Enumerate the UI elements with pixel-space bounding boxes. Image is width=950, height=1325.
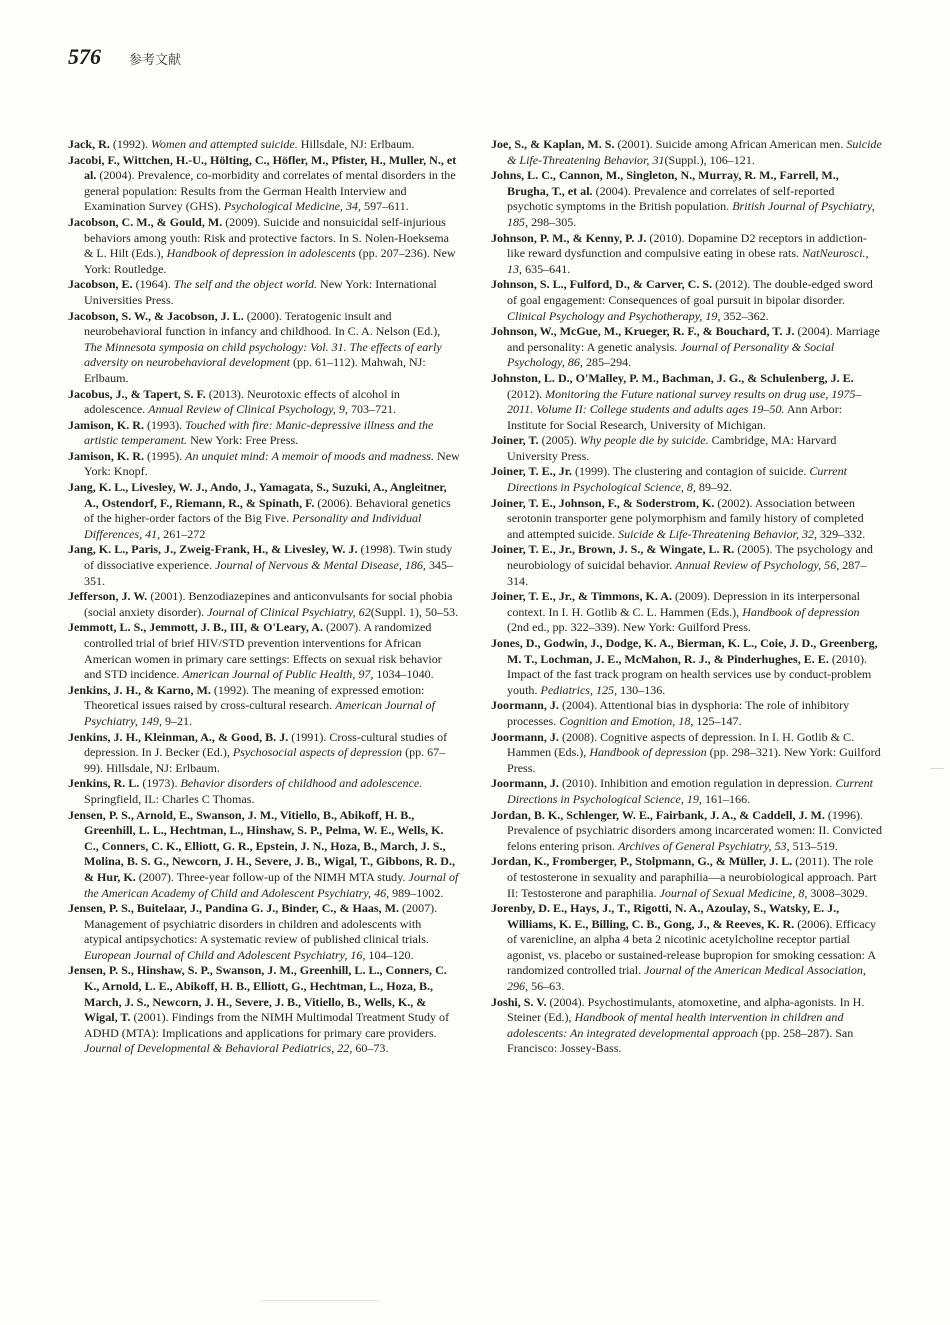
reference-italic-title: Current Directions in Psychological Science, 8, [507,464,848,495]
reference-text: 56–63. [528,979,565,994]
reference-text: Springfield, IL: Charles C Thomas. [84,791,255,806]
reference-text: (2012). The double-edged sword of goal engagement: Consequences of goal pursuit in bipolar disorder. [507,277,873,307]
reference-text: 1034–1040. [373,667,434,682]
reference-italic-title: Journal of the American Academy of Child and Adolescent Psychiatry, 46, [84,869,459,900]
reference-authors: Jamison, K. R. [68,417,144,432]
reference-entry [68,808,460,902]
reference-text: New York: Free Press. [187,433,299,448]
reference-entry [491,277,883,324]
reference-italic-title: Annual Review of Psychology, 56, [675,558,840,573]
reference-italic-title: Pediatrics, 125, [540,682,618,697]
reference-entry [491,776,883,807]
reference-italic-title: British Journal of Psychiatry, 185, [507,199,875,229]
reference-text: 3008–3029. [807,885,868,900]
reference-entry [491,901,883,995]
reference-entry [491,730,883,777]
reference-italic-title: Cognition and Emotion, 18, [559,713,694,728]
reference-text: (2009). Depression in its interpersonal context. In I. H. Gotlib & C. L. Hammen (Eds.), [507,589,860,619]
reference-authors: Johnson, W., McGue, M., Krueger, R. F., & Bouchard, T. J. [491,324,795,339]
reference-text: 130–136. [617,682,666,697]
reference-text: (2010). Impact of the fast track program on health services use by conduct-problem youth. [507,651,872,697]
reference-entry [68,683,460,730]
reference-authors: Johns, L. C., Cannon, M., Singleton, N., Murray, R. M., Farrell, M., Brugha, T., et al. [491,168,839,198]
reference-authors: Joiner, T. E., Jr. [491,464,572,479]
footer-rule [260,1300,380,1301]
reference-text: Cambridge, MA: Harvard University Press. [507,433,837,463]
reference-text: (2009). Suicide and nonsuicidal self-injurious behaviors among youth: Risk and protective factors. In S. Nolen-Hoeksema & L. Hilt (Eds.), [84,214,450,261]
reference-authors: Jordan, B. K., Schlenger, W. E., Fairbank, J. A., & Caddell, J. M. [491,807,825,822]
reference-entry [491,137,883,168]
reference-authors: Joormann, J. [491,698,559,713]
reference-text: (2004). Psychostimulants, atomoxetine, and alpha-agonists. In H. Steiner (Ed.), [507,994,865,1025]
section-title: 参考文献 [129,53,182,68]
reference-text: Hillsdale, NJ: Erlbaum. [297,137,415,151]
reference-text: (2004). Prevalence, co-morbidity and correlates of mental disorders in the general population: Results from the German Health Interview and Examination Survey (GHS). [84,168,456,214]
reference-text: (2000). Teratogenic insult and neurobehavioral function in infancy and childhood. In C. A. Nelson (Ed.), [84,308,441,339]
reference-authors: Joshi, S. V. [491,994,547,1009]
reference-entry [491,464,883,495]
reference-text: (Suppl.), 106–121. [664,152,755,167]
reference-text: 703–721. [347,402,397,417]
reference-authors: Jacobus, J., & Tapert, S. F. [68,386,206,401]
reference-entry [491,496,883,543]
reference-italic-title: Journal of Clinical Psychiatry, 62 [207,604,371,619]
reference-entry [68,730,460,777]
reference-text: New York: International Universities Press. [84,277,437,307]
reference-italic-title: Touched with fire: Manic-depressive illness and the artistic temperament. [84,417,434,448]
reference-italic-title: An unquiet mind: A memoir of moods and madness. [185,448,434,463]
reference-italic-title: American Journal of Public Health, 97, [182,667,374,682]
reference-authors: Jensen, P. S., Hinshaw, S. P., Swanson, J. M., Greenhill, L. L., Conners, C. K., Arnold, L. E., Abikoff, H. B., Elliott, G., Hechtman, L., Hoza, B., March, J. S., Newcorn, J. H., Severe, J. B., Vitiello, B., Wells, K., & Wigal, T. [68,963,447,1025]
reference-italic-title: NatNeurosci., 13, [507,246,869,276]
reference-authors: Jacobson, S. W., & Jacobson, J. L. [68,308,244,323]
reference-text: (2007). A randomized controlled trial of brief HIV/STD prevention interventions for African American women in primary care settings: Effects on sexual risk behavior and STD incidence. [84,620,442,682]
reference-text: 161–166. [701,791,751,806]
reference-entry [68,418,460,449]
reference-text: (2001). Suicide among African American men. [614,137,847,151]
reference-italic-title: Handbook of depression in adolescents [166,246,356,261]
reference-text: (1973). [139,776,181,791]
reference-text: (pp. 258–287). San Francisco: Jossey-Bass. [507,1025,854,1056]
reference-text: 352–362. [720,308,769,323]
reference-text: (2012). [507,386,546,401]
reference-italic-title: Suicide & Life-Threatening Behavior, 31 [507,137,882,167]
reference-entry [491,636,883,698]
reference-text: (1992). The meaning of expressed emotion: Theoretical issues raised by cross-cultural research. [84,682,425,713]
reference-authors: Jenkins, J. H., & Karno, M. [68,682,211,697]
reference-italic-title: Monitoring the Future national survey results on drug use, 1975–2011. Volume II: College students and adults ages 19–50. [507,386,862,417]
reference-entry [68,153,460,215]
reference-entry [491,854,883,901]
reference-text: (2002). Association between serotonin transporter gene polymorphism and family history of completed and attempted suicide. [507,495,864,541]
reference-entry [491,231,883,278]
reference-text: 9–21. [161,713,193,728]
reference-italic-title: The self and the object world. [173,277,317,292]
reference-authors: Jenkins, J. H., Kleinman, A., & Good, B. J. [68,729,289,744]
reference-authors: Jacobson, C. M., & Gould, M. [68,214,223,229]
reference-entry [491,371,883,433]
reference-text: (2007). Three-year follow-up of the NIMH MTA study. [135,869,409,884]
right-reference-column [491,137,883,1057]
reference-authors: Johnson, P. M., & Kenny, P. J. [491,230,647,245]
reference-italic-title: Handbook of depression [742,604,860,619]
reference-italic-title: European Journal of Child and Adolescent Psychiatry, 16, [84,947,366,962]
reference-text: (pp. 67–99). Hillsdale, NJ: Erlbaum. [84,745,446,775]
reference-authors: Jorenby, D. E., Hays, J., T., Rigotti, N. A., Azoulay, S., Watsky, E. J., Williams, K. E., Billing, C. B., Gong, J., & Reeves, K. R. [491,901,840,931]
reference-text: 635–641. [522,261,571,276]
reference-text: (pp. 207–236). New York: Routledge. [84,246,456,276]
reference-text: (2005). [538,433,580,448]
reference-authors: Jamison, K. R. [68,448,144,463]
reference-italic-title: Psychosocial aspects of depression [232,745,403,760]
reference-authors: Jemmott, L. S., Jemmott, J. B., III, & O'Leary, A. [68,620,323,635]
reference-text: (1998). Twin study of dissociative experience. [84,542,453,573]
reference-authors: Johnson, S. L., Fulford, D., & Carver, C. S. [491,277,713,292]
reference-italic-title: The Minnesota symposia on child psychology: Vol. 31. The effects of early adversity on neurobehavioral development [84,339,442,370]
reference-text: 989–1002. [389,885,444,900]
reference-text: (2005). The psychology and neurobiology of suicidal behavior. [507,542,873,573]
reference-text: (1999). The clustering and contagion of suicide. [572,464,810,479]
reference-authors: Joiner, T. [491,433,539,448]
reference-text: 345–351. [84,558,454,588]
reference-italic-title: Handbook of mental health intervention in children and adolescents: An integrated developmental approach [507,1010,844,1040]
reference-entry [68,480,460,542]
reference-text: 285–294. [582,355,632,370]
reference-authors: Jefferson, J. W. [68,589,148,604]
reference-entry [491,433,883,464]
reference-text: (pp. 61–112). Mahwah, NJ: Erlbaum. [84,355,426,385]
reference-entry [491,808,883,855]
reference-italic-title: American Journal of Psychiatry, 149, [84,698,435,728]
reference-text: (Suppl. 1), 50–53. [370,604,459,619]
reference-text: (2nd ed., pp. 322–339). New York: Guilford Press. [507,620,751,635]
margin-mark [930,768,944,769]
reference-text: (2010). Dopamine D2 receptors in addiction-like reward dysfunction and compulsive eating in obese rats. [507,230,867,261]
reference-text: (1991). Cross-cultural studies of depression. In J. Becker (Ed.), [84,729,448,760]
reference-text: 298–305. [528,214,577,229]
page-header [68,44,181,70]
reference-italic-title: Why people die by suicide. [579,433,709,448]
reference-authors: Johnston, L. D., O'Malley, P. M., Bachman, J. G., & Schulenberg, J. E. [491,370,854,385]
reference-text: (2001). Findings from the NIMH Multimodal Treatment Study of ADHD (MTA): Implications and applications for primary care providers. [84,1010,450,1040]
reference-italic-title: Journal of Developmental & Behavioral Pediatrics, 22, [84,1041,353,1056]
reference-entry [491,542,883,589]
reference-authors: Jones, D., Godwin, J., Dodge, K. A., Bierman, K. L., Coie, J. D., Greenberg, M. T., Lochman, J. E., McMahon, R. J., & Pinderhughes, E. E. [491,636,878,666]
reference-authors: Joormann, J. [491,776,559,791]
reference-text: Ann Arbor: Institute for Social Research, University of Michigan. [507,402,843,432]
reference-italic-title: Annual Review of Clinical Psychology, 9, [148,402,348,417]
reference-entry [68,901,460,963]
reference-italic-title: Behavior disorders of childhood and adolescence. [180,776,423,791]
reference-text: (2013). Neurotoxic effects of alcohol in adolescence. [84,386,400,417]
reference-authors: Jacobson, E. [68,277,133,292]
reference-entry [491,698,883,729]
reference-entry [68,542,460,589]
reference-text: (2004). Attentional bias in dysphoria: The role of inhibitory processes. [507,698,850,728]
reference-text: 261–272 [160,526,206,541]
reference-italic-title: Suicide & Life-Threatening Behavior, 32, [618,526,818,541]
left-reference-column [68,137,460,1057]
reference-italic-title: Journal of Sexual Medicine, 8, [659,885,808,900]
reference-entry [68,277,460,308]
reference-text: 287–314. [507,558,867,588]
reference-authors: Jang, K. L., Livesley, W. J., Ando, J., Yamagata, S., Suzuki, A., Angleitner, A., Ostendorf, F., Riemann, R., & Spinath, F. [68,480,447,510]
reference-authors: Jacobi, F., Wittchen, H.-U., Hölting, C., Höfler, M., Pfister, H., Muller, N., et al. [68,152,457,183]
reference-italic-title: Personality and Individual Differences, 41, [84,511,422,541]
reference-authors: Joe, S., & Kaplan, M. S. [491,137,615,151]
reference-entry [491,324,883,371]
reference-italic-title: Clinical Psychology and Psychotherapy, 19, [507,308,721,323]
reference-entry [68,589,460,620]
reference-text: (1964). [132,277,174,292]
reference-entry [68,776,460,807]
reference-text: (2011). The role of testosterone in sexuality and paraphilia—a neurobiological approach. Part II: Testosterone and paraphilia. [507,854,877,900]
reference-authors: Jack, R. [68,137,110,151]
reference-entry [68,387,460,418]
reference-italic-title: Current Directions in Psychological Science, 19, [507,776,874,806]
reference-authors: Jordan, K., Fromberger, P., Stolpmann, G., & Müller, J. L. [491,854,793,869]
reference-text: (2006). Efficacy of varenicline, an alpha 4 beta 2 nicotinic acetylcholine receptor partial agonist, vs. placebo or sustained-release bupropion for smoking cessation: A randomized controlled trial. [507,916,876,978]
reference-text: 513–519. [789,838,838,853]
reference-text: (2010). Inhibition and emotion regulation in depression. [558,776,836,791]
reference-text: (1993). [143,417,186,432]
reference-italic-title: Psychological Medicine, 34, [223,199,362,214]
reference-italic-title: Journal of Personality & Social Psychology, 86, [507,339,835,370]
reference-text: (2006). Behavioral genetics of the higher-order factors of the Big Five. [84,495,451,526]
reference-entry [68,620,460,682]
reference-entry [68,215,460,277]
reference-authors: Jensen, P. S., Buitelaar, J., Pandina G. J., Binder, C., & Haas, M. [68,901,400,916]
reference-text: New York: Knopf. [84,448,460,479]
reference-text: 104–120. [365,947,414,962]
reference-entry [491,589,883,636]
reference-text: 89–92. [695,480,733,495]
reference-authors: Joiner, T. E., Jr., Brown, J. S., & Wingate, L. R. [491,542,735,557]
reference-text: (2001). Benzodiazepines and anticonvulsants for social phobia (social anxiety disorder). [84,589,453,619]
reference-text: 60–73. [352,1041,389,1056]
reference-italic-title: Women and attempted suicide. [151,137,298,151]
reference-italic-title: Handbook of depression [589,745,707,760]
reference-text: 125–147. [693,713,742,728]
reference-authors: Joiner, T. E., Jr., & Timmons, K. A. [491,589,672,604]
reference-entry [491,168,883,230]
reference-italic-title: Journal of Nervous & Mental Disease, 186, [215,558,426,573]
reference-text: (1995). [143,448,186,463]
reference-text: (2008). Cognitive aspects of depression. In I. H. Gotlib & C. Hammen (Eds.), [507,729,855,760]
reference-text: (1996). Prevalence of psychiatric disorders among incarcerated women: II. Convicted felons entering prison. [507,807,882,853]
reference-entry [491,995,883,1057]
reference-authors: Jang, K. L., Paris, J., Zweig-Frank, H., & Livesley, W. J. [68,542,358,557]
reference-entry [68,449,460,480]
reference-authors: Jensen, P. S., Arnold, E., Swanson, J. M., Vitiello, B., Abikoff, H. B., Greenhill, L. L., Hechtman, L., Hinshaw, S. P., Pelma, W. E., Wells, K. C., Conners, C. K., Elliott, G. R., Epstein, J. N., Hoza, B., March, J. S., Molina, B. S. G., Newcorn, J. H., Severe, J. B., Wigal, T., Gibbons, R. D., & Hur, K. [68,807,456,884]
reference-entry [68,309,460,387]
reference-text: (2004). Prevalence and correlates of self-reported psychotic symptoms in the British population. [507,183,835,214]
reference-text: 597–611. [361,199,409,214]
reference-entry [68,137,460,153]
page-number: 576 [68,44,101,69]
reference-italic-title: Journal of the American Medical Association, 296, [507,963,866,994]
reference-authors: Joormann, J. [491,729,559,744]
reference-text: 329–332. [817,526,866,541]
reference-text: (2004). Marriage and personality: A genetic analysis. [507,324,880,354]
reference-text: (1992). [109,137,151,151]
reference-text: (2007). Management of psychiatric disorders in children and adolescents with atypical antipsychotics: A systematic review of published clinical trials. [84,901,438,947]
reference-text: (pp. 298–321). New York: Guilford Press. [507,745,881,775]
reference-italic-title: Archives of General Psychiatry, 53, [618,838,790,853]
reference-entry [68,963,460,1057]
reference-authors: Jenkins, R. L. [68,776,140,791]
reference-authors: Joiner, T. E., Johnson, F., & Soderstrom, K. [491,495,715,510]
